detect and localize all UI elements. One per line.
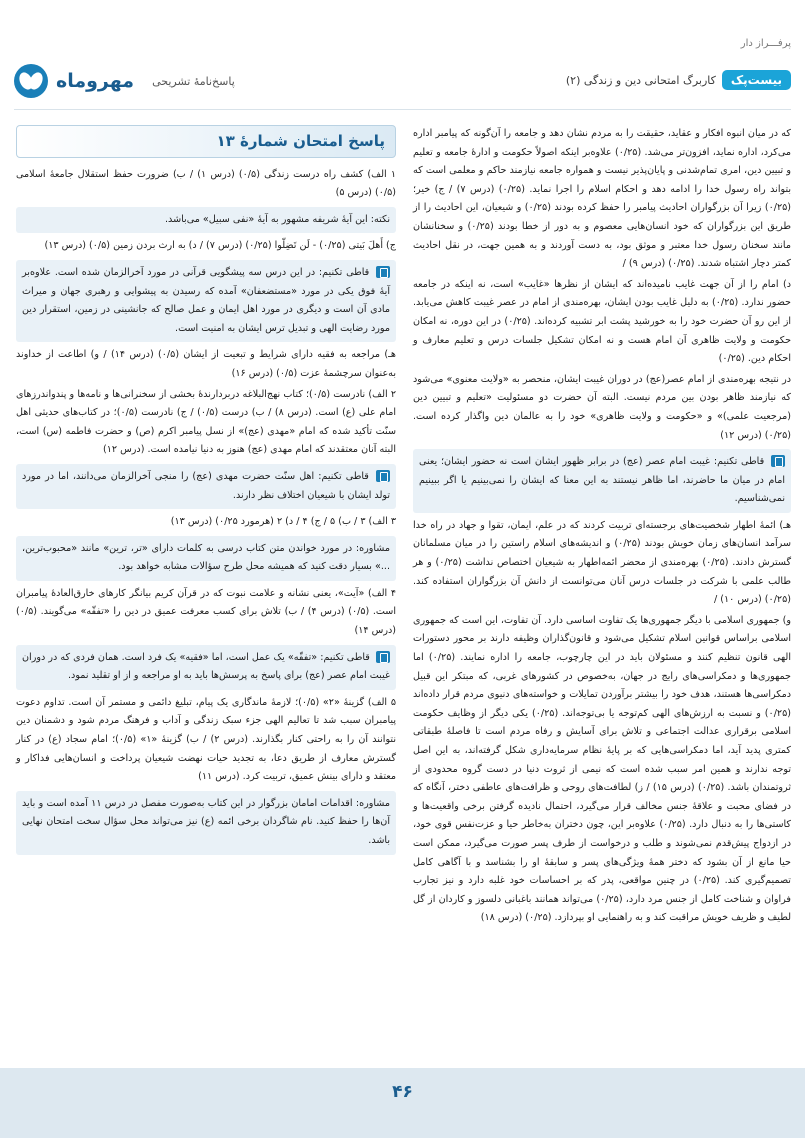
right-column	[413, 125, 791, 930]
header-left	[14, 64, 235, 98]
answer-paragraph: ۲ الف) نادرست (۰/۵)؛ کتاب نهج‌البلاغه دربردارندهٔ بخشی از سخنرانی‌ها و نامه‌ها و پندواندرزهای امام علی (ع) است. (درس ۸) / ب) درست (۰/۵) / ج) نادرست (۰/۵)؛ در کتاب‌های حدیثی اهل سنّت تأکید شده که امام «مهدی (عج)» از نسل پیامبر اکرم (ص) و حضرت فاطمه (س) است، البته آنان معتقدند که امام مهدی (عج) هنوز به دنیا نیامده است. (درس ۱۲)	[16, 388, 396, 456]
answer-paragraph: هـ) مراجعه به فقیه دارای شرایط و تبعیت از ایشان (۰/۵) (درس ۱۴) / و) اطاعت از خداوند به‌عنوان سرچشمهٔ عزت (۰/۵) (درس ۱۶)	[16, 349, 396, 379]
page-number: ۴۶	[392, 1082, 413, 1102]
tip-box	[413, 449, 791, 513]
footer-band	[0, 1068, 805, 1138]
answer-paragraph: ۱ الف) کشف راه درست زندگی (۰/۵) (درس ۱) / ب) ضرورت حفظ استقلال جامعهٔ اسلامی (۰/۵) (درس ۵)	[16, 168, 397, 199]
exam-answer-title: پاسخ امتحان شمارهٔ ۱۳	[16, 125, 396, 158]
series-badge: بیست‌پک	[722, 70, 791, 90]
pen-icon	[771, 455, 785, 467]
advice-box	[16, 536, 396, 581]
book-title: کاربرگ امتحانی دین و زندگی (۲)	[565, 73, 716, 87]
pen-icon	[376, 470, 390, 482]
tip-text: قاطی تکنیم: در این درس سه پیشگویی قرآنی در مورد آخرالزمان شده است. علاوه‌بر آیهٔ فوق یکی در مورد «مستضعفان» آمده که رسیدن به پیشوایی و رهبری جهان و میراث مادی آن است و دیگری در مورد اهل ایمان و عمل صالح که جانشینی در زمین، استقرار دین مورد رضایت الهی و تبدیل ترس ایشان به امنیت است.	[22, 266, 390, 334]
tip-box	[16, 645, 396, 690]
tip-text: قاطی تکنیم: اهل سنّت حضرت مهدی (عج) را منجی آخرالزمان می‌دانند، اما در مورد تولد ایشان با شیعیان اختلاف نظر دارند.	[22, 470, 390, 501]
pen-icon	[376, 266, 390, 278]
pen-icon	[376, 651, 390, 663]
advice-box	[16, 791, 396, 855]
tip-box	[16, 260, 396, 342]
brand-small-label: پرفـــراز دار	[740, 38, 791, 49]
answer-paragraph: ۵ الف) گزینهٔ «۲» (۰/۵)؛ لازمهٔ ماندگاری یک پیام، تبلیغ دائمی و مستمر آن است. تداوم دعوت پیامبران سبب شد تا تعالیم الهی جزء سبک زندگی و آداب و فرهنگ مردم شود و دشمنان دین نتوانند آن را به راحتی کنار بگذارند. (درس ۲) / ب) گزینهٔ «۱» (۰/۵)؛ امام سجاد (ع) در کنار گسترش معارف از طریق دعا، به تجدید حیات نهضت شیعیان پرداخت و انسان‌هایی فداکار و معتقد و دارای بینش عمیق، تربیت کرد. (درس ۱۱)	[16, 696, 396, 783]
publisher-logo-text: مهروماه	[56, 70, 135, 92]
tip-text: قاطی تکنیم: غیبت امام عصر (عج) در برابر ظهور ایشان است نه حضور ایشان؛ یعنی امام در میان ما حاضرند، اما ظاهر نیستند به این معنا که ایشان را نمی‌بینیم یا اگر ببینیم نمی‌شناسیم.	[419, 456, 785, 505]
answer-paragraph: در نتیجه بهره‌مندی از امام عصر(عج) در دوران غیبت ایشان، منحصر به «ولایت معنوی» می‌شود که نیازمند ظاهر بودن بین مردم نیست. البته آن حضرت دو مسئولیت «تعلیم و تبیین دین (مرجعیت علمی)» و «حکومت و ولایت ظاهری» خود را به عالمان دین واگذار کرده است. (۰/۲۵) (درس ۱۲)	[413, 373, 791, 441]
left-column	[16, 125, 396, 859]
note-text: نکته: این آیهٔ شریفه مشهور به آیهٔ «نفی سبیل» می‌باشد.	[164, 213, 390, 225]
header-right	[566, 70, 791, 90]
note-box	[16, 207, 396, 234]
answer-paragraph: ۴ الف) «آیت»، یعنی نشانه و علامت نبوت که در قرآن کریم بیانگر کارهای خارق‌العادهٔ پیامبران است. (۰/۵) (درس ۴) / ب) تلاش برای کسب معرفت عمیق در دین را «تفقّه» می‌گویند. (۰/۵) (درس ۱۴)	[16, 587, 396, 637]
answer-paragraph: د) امام را از آن جهت غایب نامیده‌اند که ایشان از نظرها «غایب» است، نه اینکه در جامعه حضور ندارد. (۰/۲۵) به دلیل غایب بودن ایشان، بهره‌مندی از امام در عصر غیبت کاهش می‌یابد. از این رو آن حضرت خود را به خورشید پشت ابر تشبیه کرده‌اند. (۰/۲۵) در این دوره، نه امکان حکومت و ولایت ظاهری آن امام هست و نه امکان تشکیل جلسات درس و تعلیم معارف و احکام دین. (۰/۲۵)	[413, 278, 791, 365]
answer-section-label: پاسخ‌نامهٔ تشریحی	[152, 74, 235, 88]
advice-text: مشاوره: اقدامات امامان بزرگوار در این کتاب به‌صورت مفصل در درس ۱۱ آمده است و باید آن‌ها را حفظ کنید. نام شاگردان برخی ائمه (ع) نیز می‌تواند محل سؤال سخت امتحان نهایی باشد.	[22, 797, 390, 846]
answer-paragraph: که در میان انبوه افکار و عقاید، حقیقت را به مردم نشان دهد و جامعه را آن‌گونه که پیامبر اداره می‌کرد، اداره نماید، افزون‌تر می‌شد. (۰/۲۵) علاوه‌بر اینکه اصولاً حکومت و ادارهٔ جامعه و تعلیم و تبیین دین، امری تمام‌شدنی و پایان‌پذیر نیست و همواره جامعه نیازمند حاکم و معلمی است که بتواند راه رسول خدا را ادامه دهد و احکام اسلام را اجرا نماید. (۰/۲۵) (درس ۷) / ج) خیر؛ (۰/۲۵) زیرا آن بزرگواران احادیث پیامبر را حفظ کرده بودند (۰/۲۵) و شیعیان، این احادیث را از طریق این بزرگواران که خود انسان‌هایی معصوم و به دور از خطا بودند (۰/۲۵) و سخنانشان مانند سخنان رسول خدا معتبر و موثق بود، به دست آوردند و به همین جهت، در نقل احادیث کمتر دچار اشتباه شدند. (۰/۲۵) (درس ۹) /	[413, 128, 792, 270]
top-bar	[0, 0, 805, 60]
answer-paragraph: ۳ الف) ۳ / ب) ۵ / ج) ۴ / د) ۲ (هرمورد ۰/۲۵) (درس ۱۳)	[170, 516, 396, 528]
answer-paragraph: ج) أَهلَ بَیتی (۰/۲۵) - لَن تَضِلّوا (۰/۲۵) (درس ۷) / د) به ارث بردن زمین (۰/۵) (درس ۱۳)	[44, 240, 396, 252]
advice-text: مشاوره: در مورد خواندن متن کتاب درسی به کلمات دارای «تر، ترین» مانند «محبوب‌ترین، ...» بسیار دقت کنید که همیشه محل طرح سؤالات مشابه خواهد بود.	[22, 542, 390, 573]
publisher-logo-icon	[14, 64, 48, 98]
page-header	[14, 62, 791, 110]
tip-text: قاطی تکنیم: «تفقّه» یک عمل است، اما «فقیه» یک فرد است. همان فردی که در دوران غیبت امام عصر (عج) برای پاسخ به پرسش‌ها باید به او مراجعه و از او تقلید نمود.	[22, 651, 390, 682]
answer-paragraph: هـ) ائمهٔ اطهار شخصیت‌های برجسته‌ای تربیت کردند که در علم، ایمان، تقوا و جهاد در راه خدا سرآمد انسان‌های زمان خویش بودند (۰/۲۵) و اندیشه‌های اسلام راستین را در میان مسلمانان گسترش دادند. (۰/۲۵) بهره‌مندی از محضر ائمه‌اطهار به شیعیان اختصاص نداشت (۰/۲۵) و هر طالب علمی با شرکت در جلسات درس آنان می‌توانست از دانش آن بزرگواران استفاده کند. (۰/۲۵) (درس ۱۰) /	[413, 519, 792, 606]
answer-paragraph: و) جمهوری اسلامی با دیگر جمهوری‌ها یک تفاوت اساسی دارد. آن تفاوت، این است که جمهوری اسلامی براساس قوانین اسلام تشکیل می‌شود و قانون‌گذاران وظیفه دارند بر محور دستورات الهی قانون تنظیم کنند و مسئولان باید در این چارچوب، جامعه را اداره نمایند. (۰/۲۵) اما جمهوری‌ها و دمکراسی‌های رایج در جهان، به‌خصوص در کشورهای غربی، که مبتکر این قبیل دمکراسی‌ها هستند، هدف خود را بیشتر برآوردن تمایلات و خواسته‌های دنیوی مردم قرار داده‌اند (۰/۲۵) و نسبت به ارزش‌های الهی کم‌توجه یا بی‌توجه‌اند. (۰/۲۵) یکی دیگر از وظایف حکومت اسلامی برقراری عدالت اجتماعی و تلاش برای آسایش و رفاه مردم است تا فاصلهٔ طبقاتی کمتری پدید آید، اما دمکراسی‌هایی که بر پایهٔ نظام سرمایه‌داری شکل گرفته‌اند، به این اصل توجه ندارند و همین امر سبب شده است که نیمی از ثروت دنیا در دست گروه محدودی از ثروتمندان باشد. (۰/۲۵) (درس ۱۵) / ز) لطافت‌های روحی و ظرافت‌های عاطفی دختر، آنگاه که در فضای محبت و علاقهٔ جنس مخالف قرار می‌گیرد، احتمال نادیده گرفتن برخی واقعیت‌ها و کاستی‌ها را به دنبال دارد. (۰/۲۵) علاوه‌بر این، چون دختران به‌خاطر حیا و عزت‌نفس قوی خود، در ازدواج پیش‌قدم نمی‌شوند و طلب و درخواست از طرف پسر صورت می‌گیرد، ممکن است حیا مانع از آن بشود که دختر همهٔ ویژگی‌های پسر و سابقهٔ او را بشناسد و با آگاهی کامل تصمیم‌گیری کند. (۰/۲۵) در چنین مواقعی، پدر که بر احساسات خود غلبه دارد و نیز تجارب فراوان و شناخت کامل از جنس مرد دارد، (۰/۲۵) می‌تواند همانند باغبانی دلسوز و کاردان از گل لطیف و ظریف خویش مراقبت کند و به راهنمایی او بپردازد. (۰/۲۵) (درس ۱۸)	[413, 614, 792, 924]
tip-box	[16, 464, 396, 509]
